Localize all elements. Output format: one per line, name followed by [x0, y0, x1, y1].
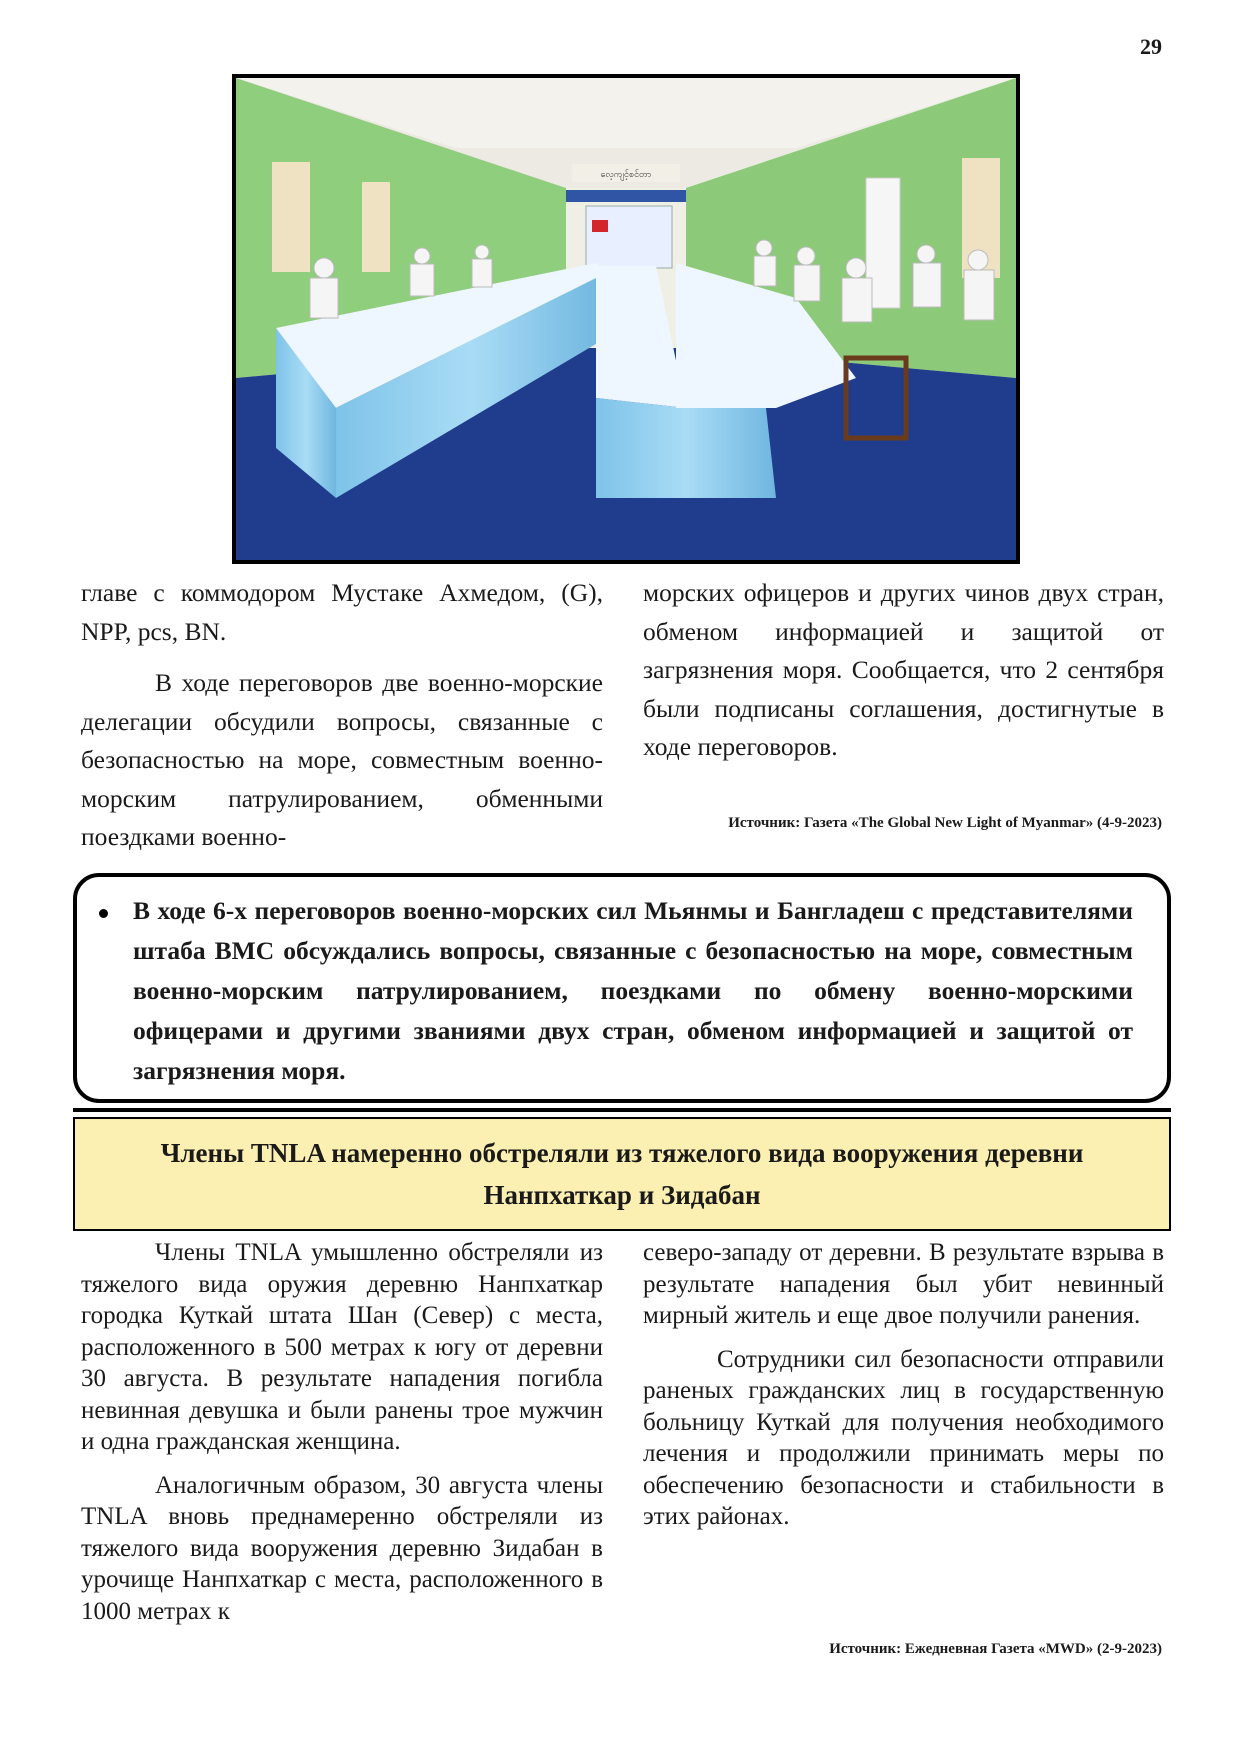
article2-right-column — [643, 1237, 1164, 1533]
article1-source: Источник: Газета «The Global New Light of Myanmar» (4-9-2023) — [728, 815, 1162, 831]
summary-box — [73, 873, 1171, 1103]
article1-left-para-1: главе с коммодором Мустаке Ахмедом, (G), NPP, pcs, BN. — [81, 578, 603, 646]
page-number: 29 — [1140, 34, 1162, 59]
naval-talks-photo — [232, 74, 1020, 564]
article1-right-column — [643, 574, 1164, 767]
section-divider — [73, 1108, 1171, 1112]
article2-source: Источник: Ежедневная Газета «MWD» (2-9-2023) — [829, 1641, 1162, 1657]
article1-left-column — [81, 574, 603, 857]
article2-right-para-2: Сотрудники сил безопасности отправили раненых гражданских лиц в государственную больницу Куткай для получения необходимого лечения и продолжили принимать меры по обеспечению безопасности и стабильности в этих районах. — [643, 1345, 1164, 1530]
article1-right-para-1: морских офицеров и других чинов двух стран, обменом информацией и защитой от загрязнения моря. Сообщается, что 2 сентября были подписаны соглашения, достигнутые в ходе переговоров. — [643, 578, 1164, 761]
article2-left-column — [81, 1237, 603, 1627]
photo-illustration — [236, 78, 1016, 560]
bullet-icon — [99, 909, 108, 918]
article2-right-para-1: северо-западу от деревни. В результате взрыва в результате нападения был убит невинный мирный житель и еще двое получили ранения. — [643, 1239, 1164, 1329]
photo-banner-text: လေ့ကျင့်စင်တာ — [600, 170, 652, 180]
article2-left-para-2: Аналогичным образом, 30 августа члены TNLA вновь преднамеренно обстреляли из тяжелого вида вооружения деревню Зидабан в урочище Нанпхаткар с места, расположенного в 1000 метрах к — [81, 1471, 603, 1625]
summary-item: В ходе 6-х переговоров военно-морских сил Мьянмы и Бангладеш с представителями штаба ВМС обсуждались вопросы, связанные с безопасностью на море, совместным военно-морским патрулированием, поездками по обмену военно-морскими офицерами и другими званиями двух стран, обменом информацией и защитой от загрязнения моря. — [133, 896, 1133, 1085]
article2-left-para-1: Члены TNLA умышленно обстреляли из тяжелого вида оружия деревню Нанпхаткар городка Куткай штата Шан (Север) с места, расположенного в 500 метрах к югу от деревни 30 августа. В результате нападения погибла невинная девушка и были ранены трое мужчин и одна гражданская женщина. — [81, 1239, 603, 1455]
article1-left-para-2: В ходе переговоров две военно-морские делегации обсудили вопросы, связанные с безопасностью на море, совместным военно-морским патрулированием, обменными поездками военно- — [81, 668, 603, 851]
article2-headline: Члены TNLA намеренно обстреляли из тяжелого вида вооружения деревни Нанпхаткар и Зидабан — [73, 1117, 1171, 1231]
